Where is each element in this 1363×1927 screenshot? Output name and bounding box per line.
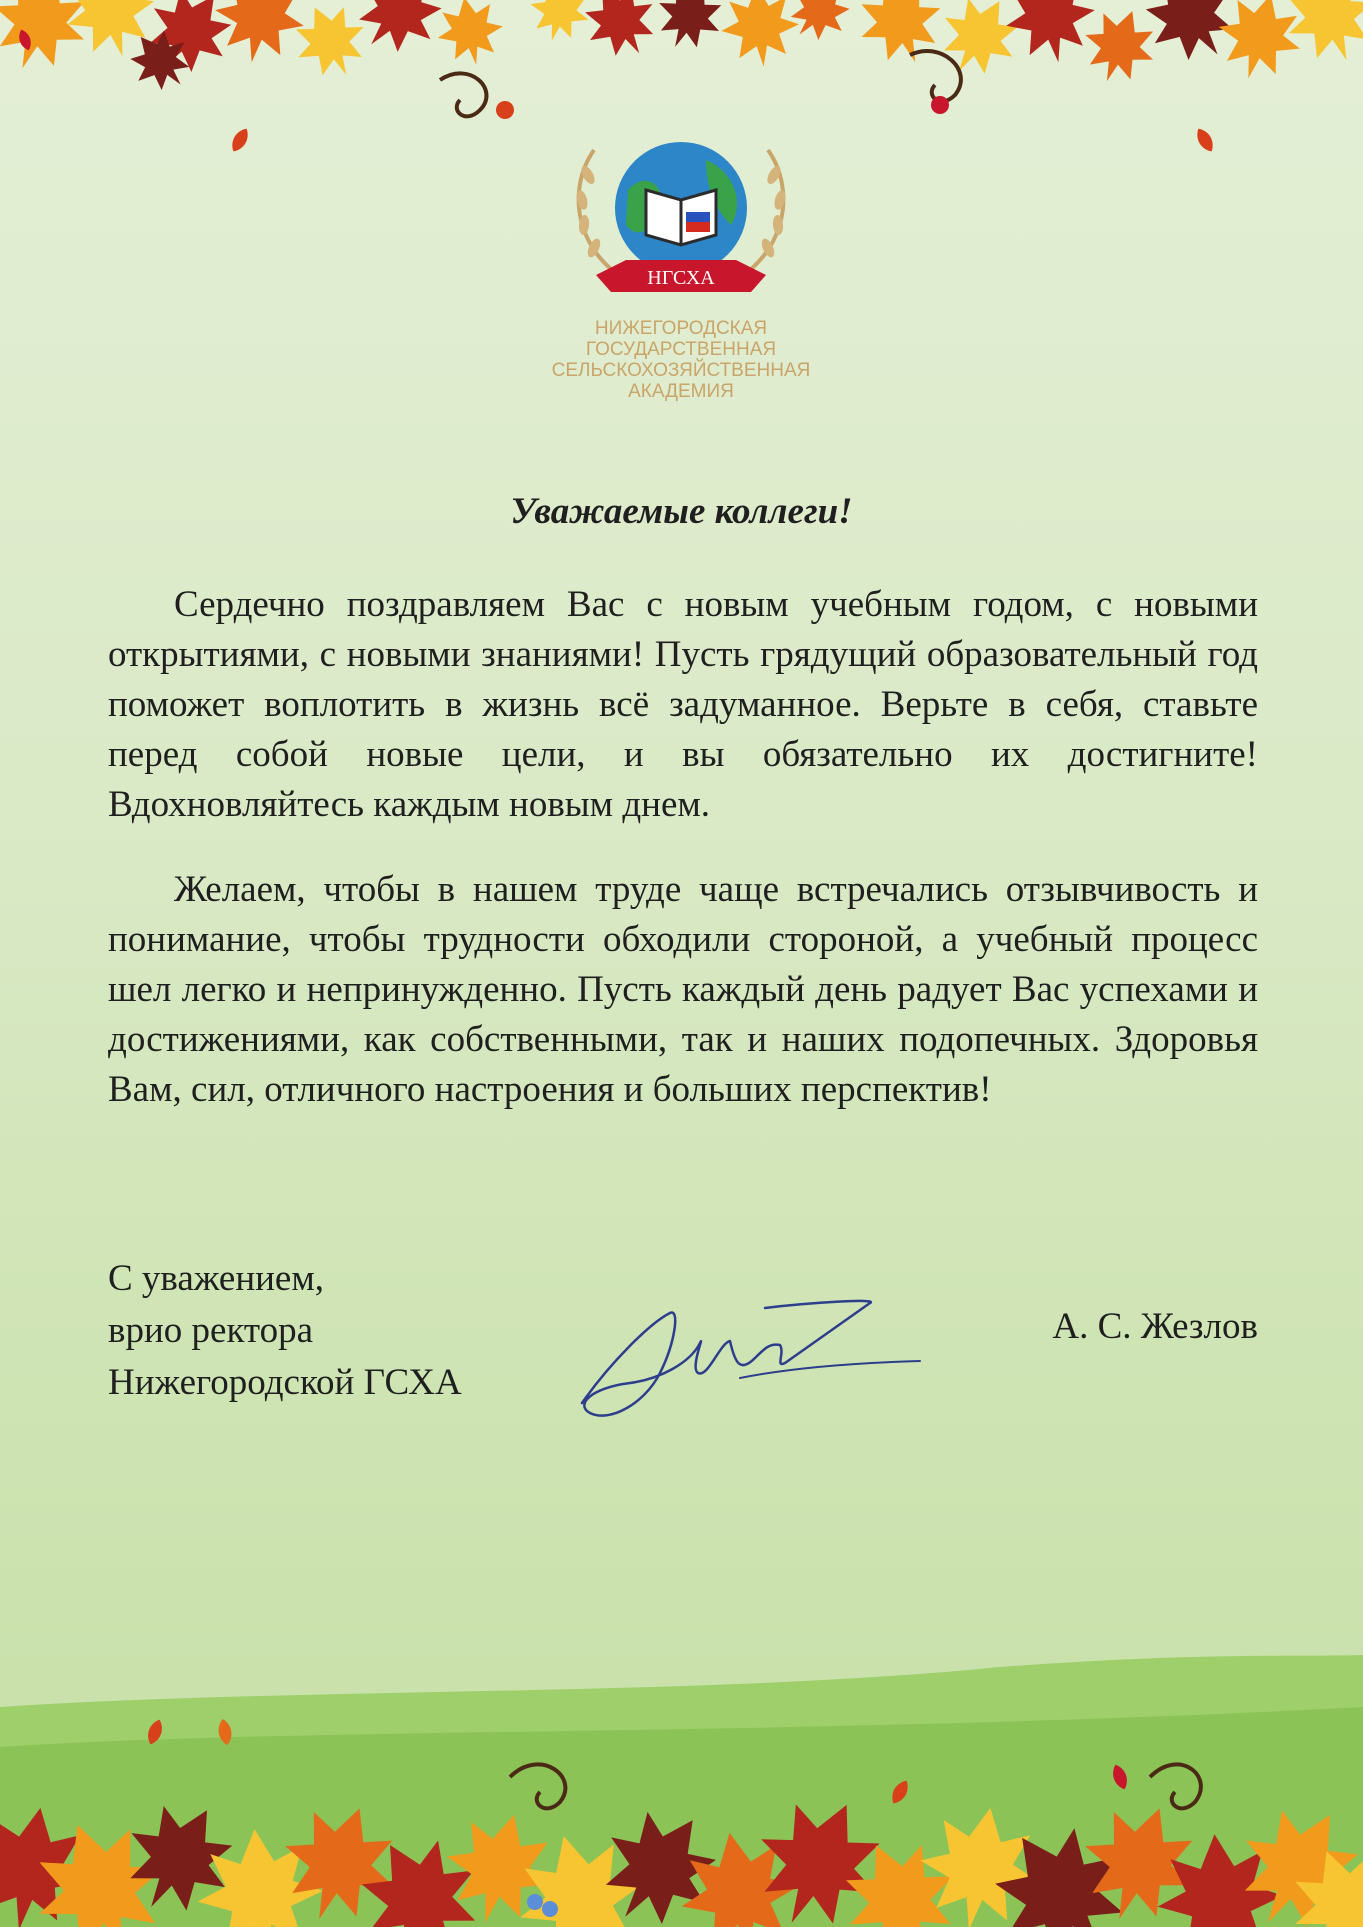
signature	[570, 1283, 930, 1433]
closing-line: С уважением,	[108, 1258, 325, 1299]
closing-line: врио ректора	[108, 1310, 314, 1351]
autumn-leaves-bottom-border	[0, 1627, 1363, 1927]
closing-block	[108, 1253, 462, 1409]
academy-name-line: АКАДЕМИЯ	[628, 381, 734, 402]
academy-name-line: НИЖЕГОРОДСКАЯ	[594, 318, 768, 339]
salutation: Уважаемые коллеги!	[510, 491, 853, 532]
academy-name	[481, 318, 881, 402]
signer-name: А. С. Жезлов	[1052, 1306, 1258, 1347]
academy-logo	[556, 130, 806, 310]
logo-ribbon-text: НГСХА	[647, 267, 715, 289]
academy-name-line: ГОСУДАРСТВЕННАЯ	[585, 339, 777, 360]
letter-paragraph: Желаем, чтобы в нашем труде чаще встречались отзывчивость и понимание, чтобы трудности обходили стороной, а учебный процесс шел легко и непринужденно. Пусть каждый день радует Вас успехами и достижениями, как собственными, так и наших подопечных. Здоровья Вам, сил, отличного настроения и больших перспектив!	[108, 869, 1258, 1110]
letter-paragraph: Сердечно поздравляем Вас с новым учебным годом, с новыми открытиями, с новыми знаниями! Пусть грядущий образовательный год поможет воплотить в жизнь всё задуманное. Верьте в себя, ставьте перед собой новые цели, и вы обязательно их достигните! Вдохновляйтесь каждым новым днем.	[108, 584, 1258, 825]
closing-line: Нижегородской ГСХА	[108, 1362, 462, 1403]
academy-name-line: СЕЛЬСКОХОЗЯЙСТВЕННАЯ	[551, 360, 811, 381]
